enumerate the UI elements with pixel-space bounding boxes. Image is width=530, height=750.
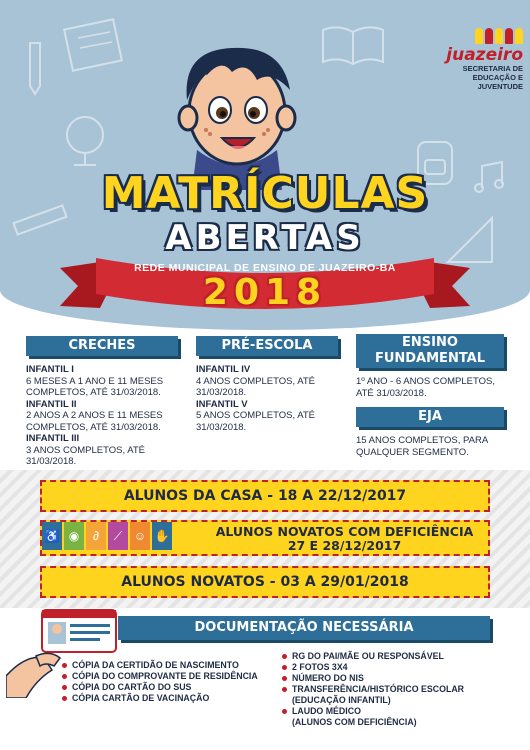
subtitle-rede: REDE MUNICIPAL DE ENSINO DE JUAZEIRO-BA: [134, 262, 396, 274]
pre-escola-column: [196, 336, 338, 433]
infantil-4-label: INFANTIL IV: [196, 364, 251, 375]
header-background: [0, 0, 530, 330]
creches-body: [26, 364, 178, 468]
fundamental-title-line2: FUNDAMENTAL: [374, 351, 486, 366]
ear-icon: ∂: [86, 522, 106, 550]
infantil-3-text: 3 ANOS COMPLETOS, ATÉ 31/03/2018.: [26, 444, 145, 467]
eja-body: 15 ANOS COMPLETOS, PARA QUALQUER SEGMENTO.: [356, 435, 488, 458]
title-matriculas: MATRÍCULAS: [101, 168, 429, 219]
eja-header: EJA: [356, 407, 504, 427]
doc-item: CÓPIA DA CERTIDÃO DE NASCIMENTO: [62, 660, 282, 671]
pencil-doodle-icon: [20, 38, 50, 98]
infantil-2-text: 2 ANOS A 2 ANOS E 11 MESES COMPLETOS, ATÉ 31/03/2018.: [26, 410, 163, 433]
fundamental-header: [356, 334, 504, 368]
blind-cane-icon: ⟋: [108, 522, 128, 550]
pre-escola-body: [196, 364, 338, 433]
doc-item: 2 FOTOS 3X4: [282, 662, 512, 673]
boy-illustration: [162, 30, 312, 190]
year: 2018: [202, 272, 328, 313]
people-logo-icon: [428, 28, 523, 46]
brain-icon: ☺: [130, 522, 150, 550]
novatos-bar: ALUNOS NOVATOS - 03 A 29/01/2018: [40, 566, 490, 598]
deficiencia-line2: 27 E 28/12/2017: [287, 538, 402, 553]
doc-item: CÓPIA CARTÃO DE VACINAÇÃO: [62, 693, 282, 704]
infantil-5-label: INFANTIL V: [196, 398, 248, 410]
infantil-1-label: INFANTIL I: [26, 364, 74, 375]
title-abertas: ABERTAS: [165, 218, 365, 258]
fundamental-body: 1º ANO - 6 ANOS COMPLETOS, ATÉ 31/03/2018.: [356, 376, 495, 399]
doc-item-continuation: (EDUCAÇÃO INFANTIL): [292, 695, 391, 705]
deficiencia-line1: ALUNOS NOVATOS COM DEFICIÊNCIA: [215, 524, 474, 539]
sign-language-icon: ✋: [152, 522, 172, 550]
creches-header: CRECHES: [26, 336, 178, 356]
logo-secretaria-line2: EDUCAÇÃO E JUVENTUDE: [472, 73, 523, 91]
notebook-doodle-icon: [60, 18, 130, 73]
fundamental-title-line1: ENSINO: [402, 335, 458, 350]
doc-item: CÓPIA DO CARTÃO DO SUS: [62, 682, 282, 693]
juazeiro-logo: [428, 28, 523, 91]
doc-item: LAUDO MÉDICO: [282, 706, 512, 717]
doc-item: TRANSFERÊNCIA/HISTÓRICO ESCOLAR: [282, 684, 512, 695]
alunos-casa-bar: ALUNOS DA CASA - 18 A 22/12/2017: [40, 480, 490, 512]
documents-left-list: [62, 660, 282, 704]
doc-item: RG DO PAI/MÃE OU RESPONSÁVEL: [282, 651, 512, 662]
accessibility-icons: [42, 522, 172, 550]
fundamental-column: [356, 334, 504, 458]
infantil-1-text: 6 MESES A 1 ANO E 11 MESES COMPLETOS, ATÉ 31/03/2018.: [26, 375, 164, 398]
creches-column: [26, 336, 178, 468]
infantil-5-text: 5 ANOS COMPLETOS, ATÉ 31/03/2018.: [196, 410, 315, 433]
documentacao-header: DOCUMENTAÇÃO NECESSÁRIA: [118, 616, 490, 640]
infantil-2-label: INFANTIL II: [26, 398, 77, 410]
logo-secretaria-line1: SECRETARIA DE: [462, 64, 523, 73]
doc-item: NÚMERO DO NIS: [282, 673, 512, 684]
doc-item: CÓPIA DO COMPROVANTE DE RESIDÊNCIA: [62, 671, 282, 682]
infantil-4-text: 4 ANOS COMPLETOS, ATÉ 31/03/2018.: [196, 375, 315, 398]
documents-right-list: [282, 651, 512, 728]
book-doodle-icon: [318, 20, 388, 70]
logo-brand: juazeiro: [446, 45, 523, 65]
globe-doodle-icon: [60, 110, 110, 170]
pre-escola-header: PRÉ-ESCOLA: [196, 336, 338, 356]
wheelchair-icon: ♿: [42, 522, 62, 550]
infantil-3-label: INFANTIL III: [26, 433, 80, 444]
eye-icon: ◉: [64, 522, 84, 550]
doc-item-continuation: (ALUNOS COM DEFICIÊNCIA): [292, 717, 417, 727]
